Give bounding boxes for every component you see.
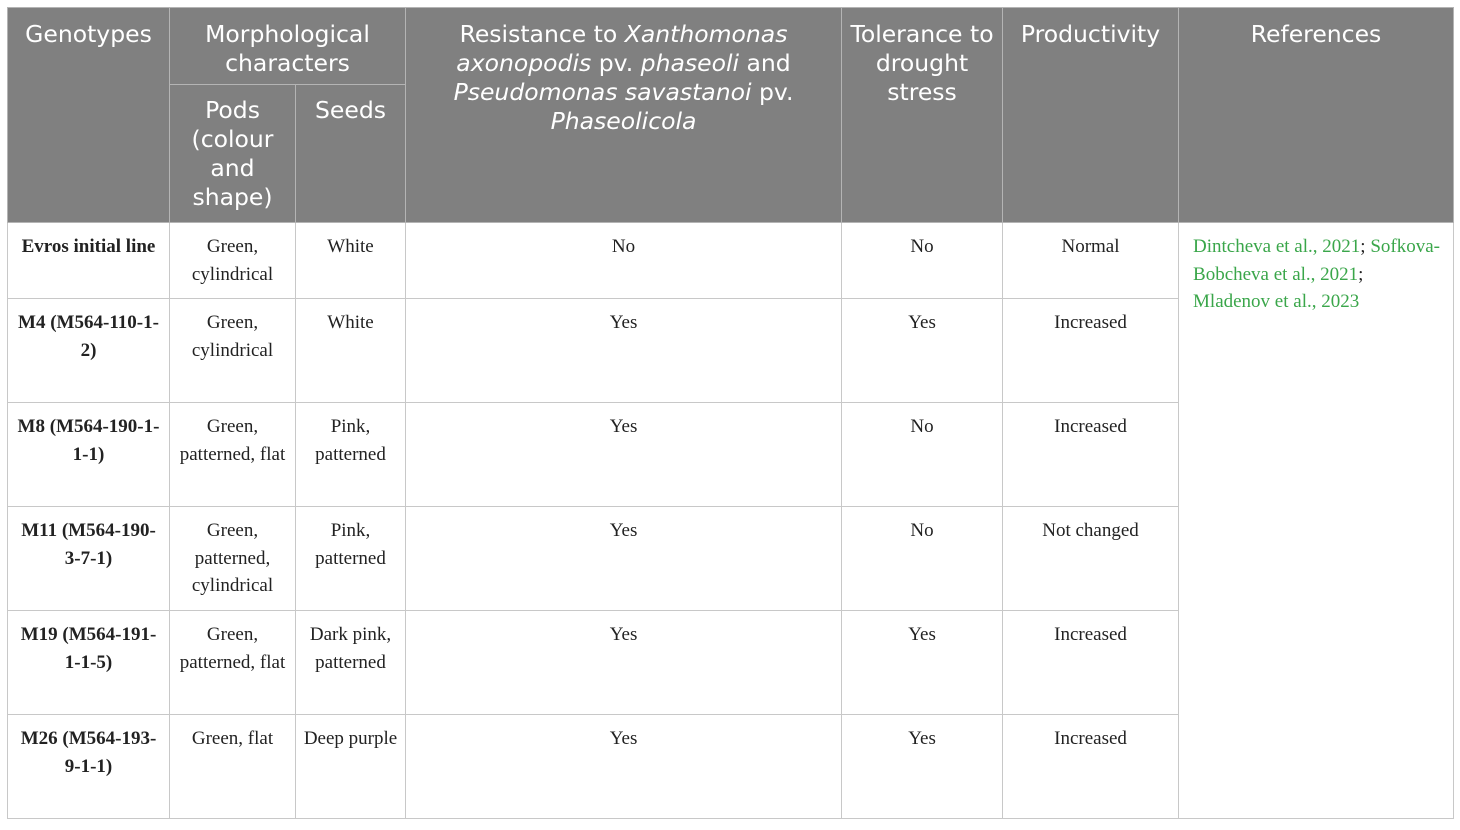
cell-seeds: White [296, 223, 406, 299]
reference-link-sofkova-bobcheva[interactable]: Sofkova-Bobcheva et al., 2021 [1193, 236, 1440, 285]
table-row [8, 223, 1454, 299]
cell-tolerance: Yes [842, 299, 1003, 403]
cell-resistance: Yes [406, 299, 842, 403]
cell-tolerance: No [842, 403, 1003, 507]
reference-link-mladenov[interactable]: Mladenov et al., 2023 [1193, 291, 1360, 312]
cell-productivity: Increased [1003, 715, 1179, 819]
cell-resistance: Yes [406, 611, 842, 715]
cell-seeds: Dark pink, patterned [296, 611, 406, 715]
header-resistance [406, 8, 842, 223]
cell-productivity: Not changed [1003, 507, 1179, 611]
cell-genotype: Evros initial line [8, 223, 170, 299]
cell-tolerance: No [842, 507, 1003, 611]
header-resistance-pathovar-1: phaseoli [640, 49, 740, 77]
cell-resistance: No [406, 223, 842, 299]
genotypes-table [7, 7, 1454, 819]
header-resistance-text-1: Resistance to [459, 20, 625, 48]
cell-genotype: M8 (M564-190-1-1-1) [8, 403, 170, 507]
cell-pods: Green, patterned, cylindrical [170, 507, 296, 611]
header-morphological-characters: Morphological characters [170, 8, 406, 85]
table-wrapper [7, 7, 1453, 819]
header-productivity: Productivity [1003, 8, 1179, 223]
cell-pods: Green, cylindrical [170, 299, 296, 403]
cell-productivity: Increased [1003, 299, 1179, 403]
cell-tolerance: No [842, 223, 1003, 299]
cell-genotype: M26 (M564-193-9-1-1) [8, 715, 170, 819]
header-resistance-text-3: and [739, 49, 791, 77]
cell-references [1179, 223, 1454, 819]
cell-pods: Green, flat [170, 715, 296, 819]
cell-resistance: Yes [406, 715, 842, 819]
cell-pods: Green, patterned, flat [170, 403, 296, 507]
cell-seeds: Deep purple [296, 715, 406, 819]
cell-seeds: White [296, 299, 406, 403]
cell-genotype: M4 (M564-110-1-2) [8, 299, 170, 403]
cell-genotype: M11 (M564-190-3-7-1) [8, 507, 170, 611]
header-pods: Pods (colour and shape) [170, 85, 296, 223]
header-resistance-pathovar-2: Phaseolicola [550, 107, 697, 135]
header-resistance-species-2: Pseudomonas savastanoi [453, 78, 752, 106]
cell-resistance: Yes [406, 403, 842, 507]
reference-separator: ; [1358, 263, 1364, 285]
cell-productivity: Increased [1003, 403, 1179, 507]
cell-tolerance: Yes [842, 611, 1003, 715]
header-seeds: Seeds [296, 85, 406, 223]
cell-tolerance: Yes [842, 715, 1003, 819]
reference-separator: ; [1360, 236, 1366, 257]
cell-productivity: Normal [1003, 223, 1179, 299]
cell-productivity: Increased [1003, 611, 1179, 715]
header-resistance-text-4: pv. [751, 78, 794, 106]
header-tolerance: Tolerance to drought stress [842, 8, 1003, 223]
header-references: References [1179, 8, 1454, 223]
cell-resistance: Yes [406, 507, 842, 611]
cell-seeds: Pink, patterned [296, 507, 406, 611]
cell-genotype: M19 (M564-191-1-1-5) [8, 611, 170, 715]
cell-seeds: Pink, patterned [296, 403, 406, 507]
reference-link-dintcheva[interactable]: Dintcheva et al., 2021 [1193, 236, 1361, 257]
cell-pods: Green, patterned, flat [170, 611, 296, 715]
header-resistance-text-2: pv. [591, 49, 641, 77]
header-resistance-species-1: Xanthomonas axonopodis [456, 20, 788, 77]
header-genotypes: Genotypes [8, 8, 170, 223]
cell-pods: Green, cylindrical [170, 223, 296, 299]
